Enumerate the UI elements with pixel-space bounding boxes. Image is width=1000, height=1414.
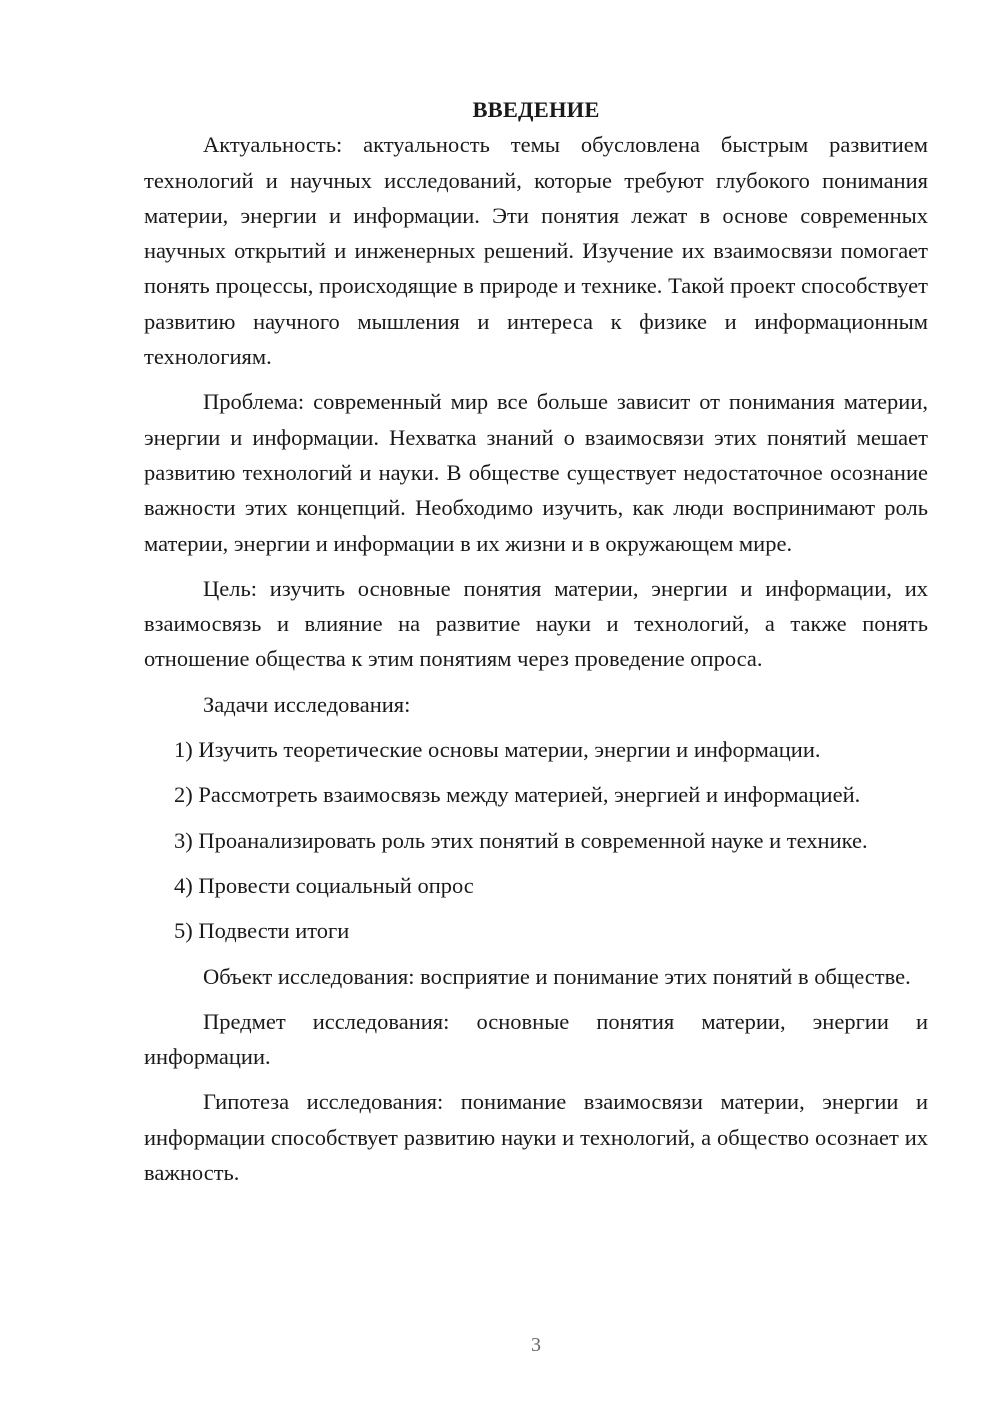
subject-paragraph: Предмет исследования: основные понятия материи, энергии и информации. [144,1008,928,1070]
goal-paragraph: Цель: изучить основные понятия материи, энергии и информации, их взаимосвязь и влияние на развитие науки и технологий, а также понять отношение общества к этим понятиям через проведение опроса. [144,575,928,672]
problem-paragraph: Проблема: современный мир все больше зависит от понимания материи, энергии и информации. Нехватка знаний о взаимосвязи этих понятий мешает развитию технологий и науки. В обществе существует недостаточное осознание важности этих концепций. Необходимо изучить, как люди воспринимают роль материи, энергии и информации в их жизни и в окружающем мире. [144,389,928,556]
task-item: 1) Изучить теоретические основы материи, энергии и информации. [174,737,821,763]
object-paragraph: Объект исследования: восприятие и понимание этих понятий в обществе. [203,963,911,989]
task-item: 5) Подвести итоги [174,918,350,944]
task-item: 2) Рассмотреть взаимосвязь между материей, энергией и информацией. [174,782,861,808]
hypothesis-paragraph: Гипотеза исследования: понимание взаимосвязи материи, энергии и информации способствует развитию науки и технологий, а общество осознает их важность. [144,1089,928,1186]
section-title: ВВЕДЕНИЕ [472,97,600,122]
relevance-paragraph: Актуальность: актуальность темы обусловлена быстрым развитием технологий и научных исследований, которые требуют глубокого понимания материи, энергии и информации. Эти понятия лежат в основе современных научных открытий и инженерных решений. Изучение их взаимосвязи помогает понять процессы, происходящие в природе и технике. Такой проект способствует развитию научного мышления и интереса к физике и информационным технологиям. [144,132,928,370]
tasks-heading: Задачи исследования: [203,691,411,717]
task-item: 4) Провести социальный опрос [174,872,474,898]
task-item: 3) Проанализировать роль этих понятий в современной науке и технике. [174,827,868,853]
document-body [144,92,928,1190]
page-number: 3 [531,1334,541,1356]
